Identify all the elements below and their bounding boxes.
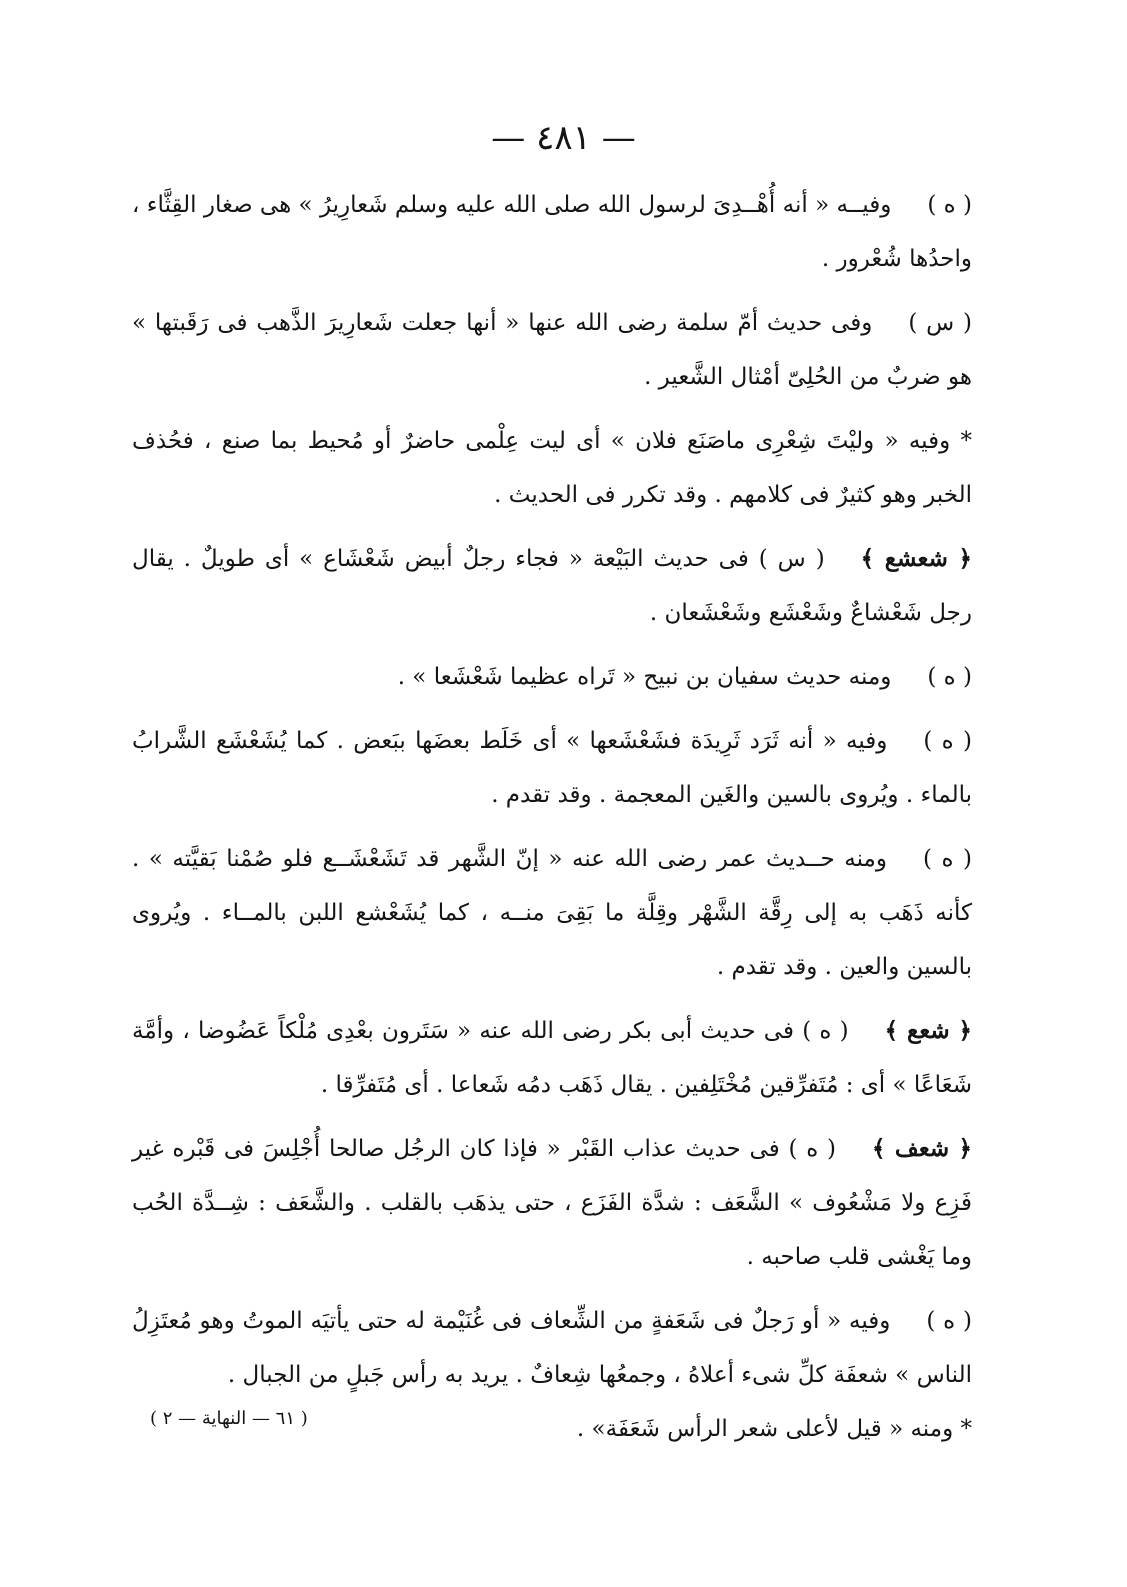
entry-marker: ( ه ) (802, 1018, 849, 1044)
entry-marker: ( س ) (908, 310, 972, 336)
entry-text: ومنه « قيل لأعلى شعر الرأس شَعَفَة» . (576, 1416, 954, 1442)
entry (132, 714, 972, 822)
entry (132, 532, 972, 640)
page-body (132, 178, 972, 1456)
entry-text: ومنه حديث سفيان بن نبيح « تَراه عظيما شَعْشَعا » . (397, 664, 892, 690)
entry (132, 1122, 972, 1284)
entry-text: وفيــه « أنه أُهْــدِىَ لرسول الله صلى الله عليه وسلم شَعارِيرُ » هى صغار القِثَّاء ، واحدُها شُعْرور . (132, 192, 972, 272)
entry-text: فى حديث عذاب القَبْر « فإذا كان الرجُل صالحا أُجْلِسَ فى قَبْره غير فَزِع ولا مَشْعُوف » الشَّعَف : شدَّة الفَزَع ، حتى يذهَب بالقلب . والشَّعَف : شِــدَّة الحُب وما يَغْشى قلب صاحبه . (132, 1136, 972, 1270)
entry-text: فى حديث البَيْعة « فجاء رجلٌ أبيض شَعْشَاع » أى طويلٌ . يقال رجل شَعْشاعٌ وشَعْشَع وشَعْشَعان . (132, 546, 972, 626)
entry-marker: ( ه ) (788, 1136, 836, 1162)
lemma-heading: ﴿ شعف ﴾ (871, 1135, 973, 1162)
entry (132, 650, 972, 704)
entry (132, 414, 972, 522)
lemma-heading: ﴿ شعع ﴾ (884, 1017, 973, 1044)
entry-marker: ( ه ) (922, 846, 972, 872)
entry-marker: * (960, 428, 972, 454)
entry (132, 832, 972, 994)
entry-marker: ( ه ) (927, 192, 972, 218)
entry-marker: ( س ) (758, 546, 825, 572)
entry-text: وفى حديث أمّ سلمة رضى الله عنها « أنها جعلت شَعارِيرَ الذَّهب فى رَقَبتها » هو ضربٌ من الحُلِىّ أمْثال الشَّعير . (132, 310, 972, 390)
entry (132, 1004, 972, 1112)
entry-marker: ( ه ) (923, 728, 972, 754)
entry-text: وفيه « وليْتَ شِعْرِى ماصَنَع فلان » أى ليت عِلْمى حاضرٌ أو مُحيط بما صنع ، فحُذف الخبر وهو كثيرٌ فى كلامهم . وقد تكرر فى الحديث . (132, 428, 972, 508)
entry-marker: ( ه ) (927, 664, 972, 690)
entry-text: فى حديث أبى بكر رضى الله عنه « سَتَرون بعْدِى مُلْكاً عَضُوضا ، وأمَّة شَعَاعًا » أى : مُتَفرِّقين مُخْتَلِفين . يقال ذَهَب دمُه شَعاعا . أى مُتَفرِّقا . (132, 1018, 972, 1098)
entry (132, 296, 972, 404)
entry (132, 178, 972, 286)
entry-text: ومنه حــديث عمر رضى الله عنه « إنّ الشَّهر قد تَشَعْشَــع فلو صُمْنا بَقيَّته » . كأنه ذَهَب به إلى رِقَّة الشَّهْر وقِلَّة ما بَقِىَ منــه ، كما يُشَعْشع اللبن بالمــاء . ويُروى بالسين والعين . وقد تقدم . (132, 846, 972, 980)
entry-marker: * (960, 1416, 972, 1442)
entry-text: وفيه « أنه ثَرَد ثَرِيدَة فشَعْشَعها » أى خَلَط بعضَها ببَعض . كما يُشَعْشَع الشَّرابُ بالماء . ويُروى بالسين والغَين المعجمة . وقد تقدم . (132, 728, 972, 808)
signature-mark: ( ٦١ — النهاية — ٢ ) (150, 1408, 308, 1429)
page-number: — ٤٨١ — (491, 118, 636, 158)
lemma-heading: ﴿ شعشع ﴾ (860, 545, 973, 572)
entry-marker: ( ه ) (926, 1308, 972, 1334)
entry-text: وفيه « أو رَجلٌ فى شَعَفةٍ من الشِّعاف فى غُنَيْمة له حتى يأتيَه الموتُ وهو مُعتَزِلُ الناس » شعفَة كلِّ شىء أعلاهُ ، وجمعُها شِعافٌ . يريد به رأس جَبلٍ من الجبال . (132, 1308, 972, 1388)
entry (132, 1294, 972, 1402)
